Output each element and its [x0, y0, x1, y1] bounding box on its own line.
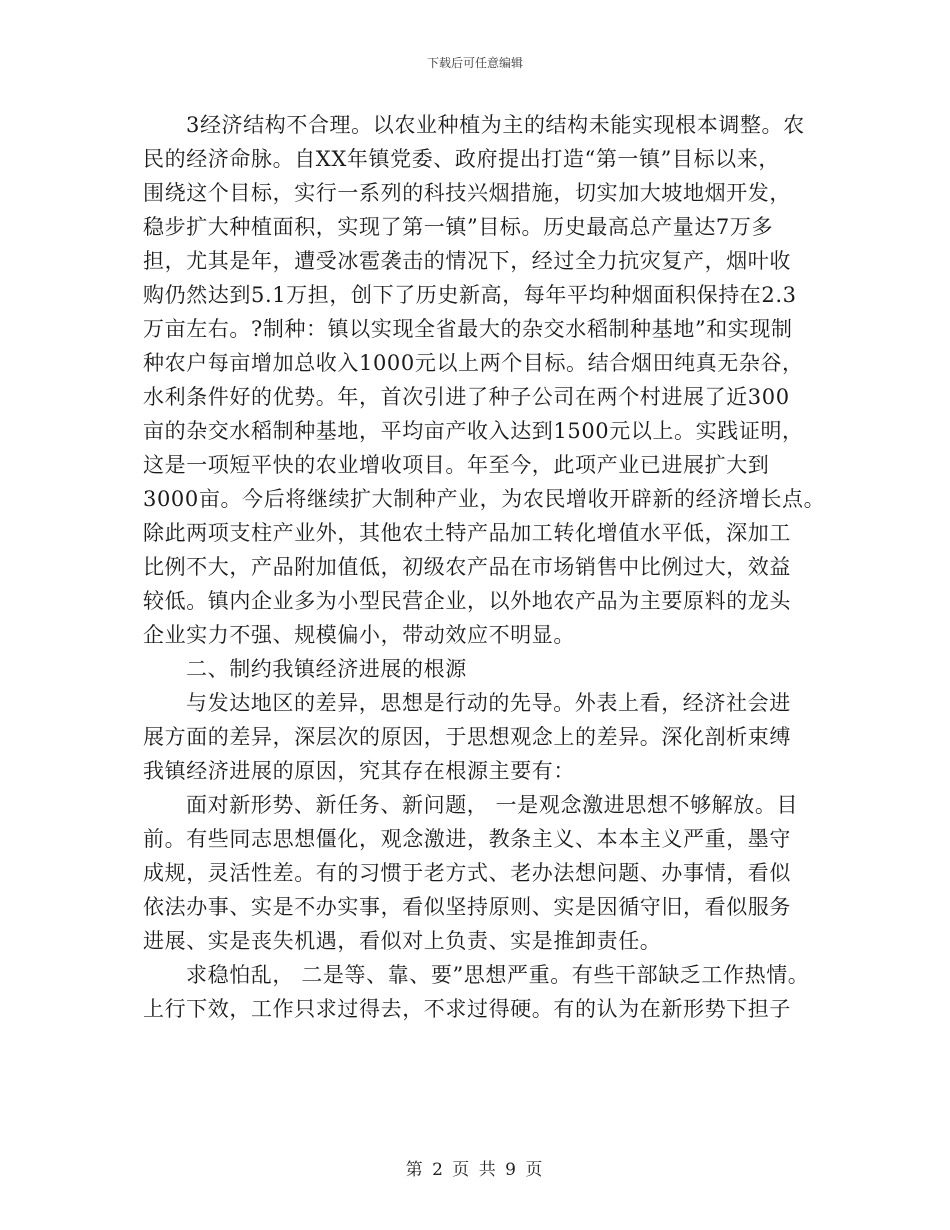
- text-line: 亩的杂交水稻制种基地，平均亩产收入达到1500元以上。实践证明，: [143, 419, 804, 443]
- text-line: 水利条件好的优势。年，首次引进了种子公司在两个村进展了近300: [143, 385, 790, 409]
- text-line: 比例不大，产品附加值低，初级农产品在市场销售中比例过大，效益: [143, 555, 791, 579]
- text-line: 民的经济命脉。自XX年镇党委、政府提出打造“第一镇”目标以来，: [143, 147, 780, 171]
- text-line: 面对新形势、新任务、新问题， 一是观念激进思想不够解放。目: [186, 793, 799, 817]
- section-heading: 二、制约我镇经济进展的根源: [186, 657, 467, 681]
- text-line: 与发达地区的差异，思想是行动的先导。外表上看，经济社会进: [186, 691, 791, 715]
- page-number: 第 2 页 共 9 页: [405, 1160, 545, 1180]
- text-line: 万亩左右。?制种：镇以实现全省最大的杂交水稻制种基地”和实现制: [143, 317, 793, 341]
- text-line: 稳步扩大种植面积，实现了第一镇”目标。历史最高总产量达7万多: [143, 215, 774, 239]
- text-line: 较低。镇内企业多为小型民营企业，以外地农产品为主要原料的龙头: [143, 589, 791, 613]
- text-line: 3000亩。今后将继续扩大制种产业，为农民增收开辟新的经济增长点。: [143, 487, 826, 511]
- text-line: 进展、实是丧失机遇，看似对上负责、实是推卸责任。: [143, 929, 662, 953]
- text-line: 展方面的差异，深层次的原因，于思想观念上的差异。深化剖析束缚: [143, 725, 791, 749]
- header-note: 下载后可任意编辑: [426, 56, 523, 70]
- text-line: 种农户每亩增加总收入1000元以上两个目标。结合烟田纯真无杂谷，: [143, 351, 804, 375]
- text-line: 成规，灵活性差。有的习惯于老方式、老办法想问题、办事情，看似: [143, 861, 791, 885]
- text-line: 担，尤其是年，遭受冰雹袭击的情况下，经过全力抗灾复产，烟叶收: [143, 249, 791, 273]
- text-line: 上行下效，工作只求过得去，不求过得硬。有的认为在新形势下担子: [143, 997, 791, 1021]
- text-line: 除此两项支柱产业外，其他农土特产品加工转化增值水平低，深加工: [143, 521, 791, 545]
- document-body: [143, 108, 843, 1026]
- text-line: 求稳怕乱， 二是等、靠、要”思想严重。有些干部缺乏工作热情。: [186, 963, 810, 987]
- text-line: 3经济结构不合理。以农业种植为主的结构未能实现根本调整。农: [186, 113, 805, 137]
- text-line: 企业实力不强、规模偏小，带动效应不明显。: [143, 623, 575, 647]
- text-line: 我镇经济进展的原因，究其存在根源主要有：: [143, 759, 575, 783]
- text-line: 前。有些同志思想僵化，观念激进，教条主义、本本主义严重，墨守: [143, 827, 791, 851]
- text-line: 围绕这个目标，实行一系列的科技兴烟措施，切实加大坡地烟开发，: [143, 181, 791, 205]
- text-line: 依法办事、实是不办实事，看似坚持原则、实是因循守旧，看似服务: [143, 895, 791, 919]
- text-line: 这是一项短平快的农业增收项目。年至今，此项产业已进展扩大到: [143, 453, 770, 477]
- text-line: 购仍然达到5.1万担，创下了历史新高，每年平均种烟面积保持在2.3: [143, 283, 797, 307]
